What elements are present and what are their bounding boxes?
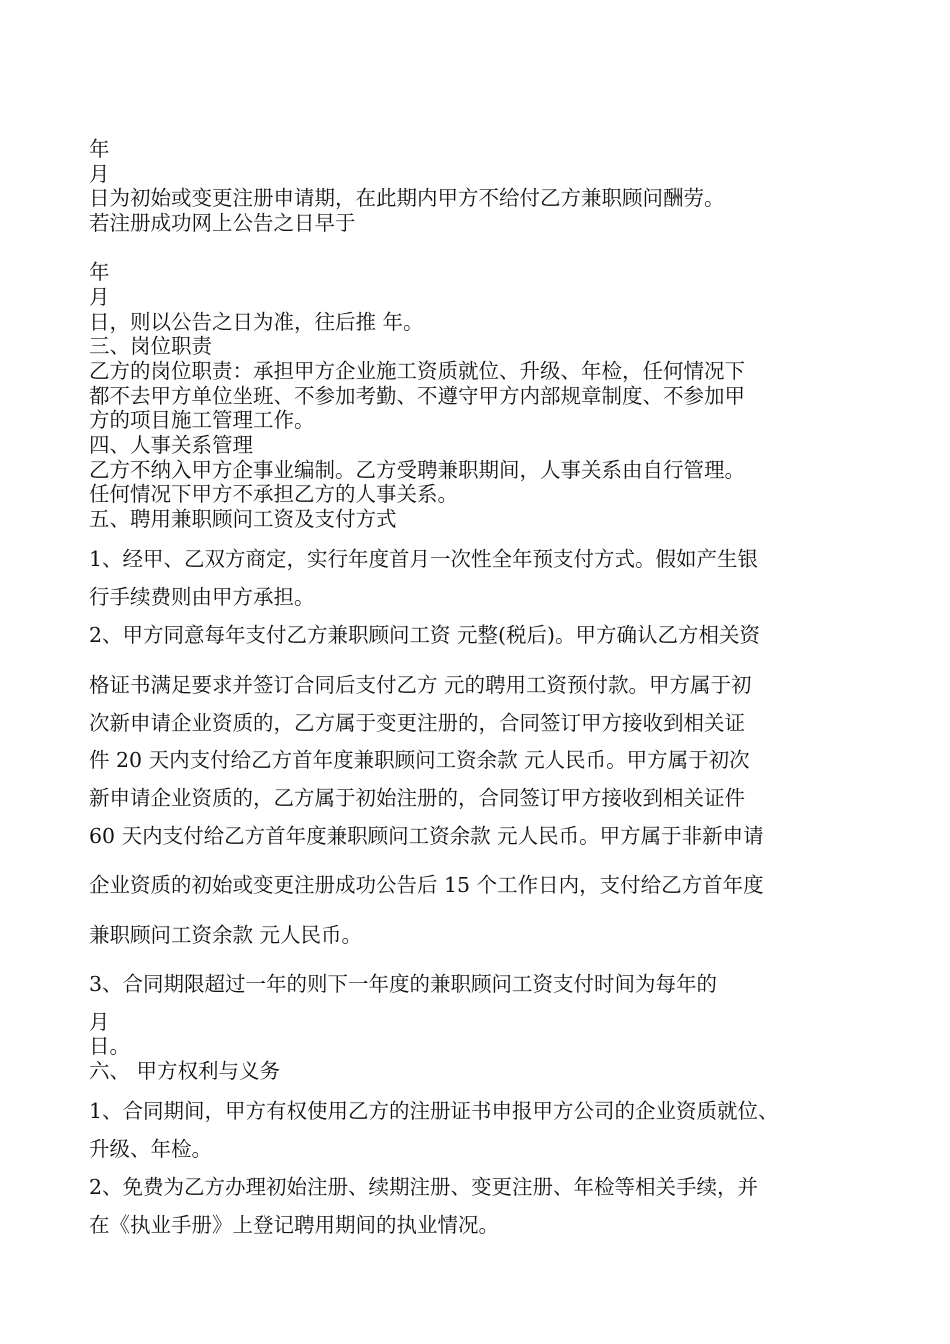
text-line-salary-2a: 2、甲方同意每年支付乙方兼职顾问工资 元整(税后)。甲方确认乙方相关资 [89, 623, 761, 647]
text-line-salary-3a: 3、合同期限超过一年的则下一年度的兼职顾问工资支付时间为每年的 [89, 972, 718, 996]
text-line-salary-2e: 新申请企业资质的，乙方属于初始注册的，合同签订甲方接收到相关证件 [89, 786, 745, 810]
section-heading-duties: 三、岗位职责 [89, 334, 212, 358]
text-line-salary-2c: 次新申请企业资质的，乙方属于变更注册的，合同签订甲方接收到相关证 [89, 711, 745, 735]
text-line-year-1: 年 [89, 137, 110, 161]
section-heading-personnel: 四、人事关系管理 [89, 433, 253, 457]
text-line-rights-2a: 2、免费为乙方办理初始注册、续期注册、变更注册、年检等相关手续，并 [89, 1175, 759, 1199]
text-line-day-3: 日。 [89, 1034, 130, 1058]
text-line-rights-2b: 在《执业手册》上登记聘用期间的执业情况。 [89, 1213, 499, 1237]
text-line-salary-1a: 1、经甲、乙双方商定，实行年度首月一次性全年预支付方式。假如产生银 [89, 547, 759, 571]
text-line-announcement-date: 日，则以公告之日为准，往后推 年。 [89, 310, 424, 334]
text-line-announcement-early: 若注册成功网上公告之日早于 [89, 211, 356, 235]
text-line-month-2: 月 [89, 285, 110, 309]
section-heading-salary: 五、聘用兼职顾问工资及支付方式 [89, 507, 397, 531]
text-line-month-1: 月 [89, 162, 110, 186]
text-line-personnel-1: 乙方不纳入甲方企事业编制。乙方受聘兼职期间，人事关系由自行管理。 [89, 458, 745, 482]
section-heading-party-a-rights: 六、 甲方权利与义务 [89, 1059, 281, 1083]
text-line-duties-2: 都不去甲方单位坐班、不参加考勤、不遵守甲方内部规章制度、不参加甲 [89, 384, 745, 408]
text-line-month-3: 月 [89, 1010, 110, 1034]
text-line-duties-3: 方的项目施工管理工作。 [89, 408, 315, 432]
text-line-registration-period: 日为初始或变更注册申请期，在此期内甲方不给付乙方兼职顾问酬劳。 [89, 186, 725, 210]
text-line-personnel-2: 任何情况下甲方不承担乙方的人事关系。 [89, 482, 458, 506]
text-line-salary-1b: 行手续费则由甲方承担。 [89, 585, 315, 609]
text-line-salary-2h: 兼职顾问工资余款 元人民币。 [89, 923, 363, 947]
text-line-salary-2g: 企业资质的初始或变更注册成功公告后 15 个工作日内，支付给乙方首年度 [89, 873, 764, 897]
text-line-duties-1: 乙方的岗位职责：承担甲方企业施工资质就位、升级、年检，任何情况下 [89, 359, 745, 383]
text-line-salary-2b: 格证书满足要求并签订合同后支付乙方 元的聘用工资预付款。甲方属于初 [89, 673, 752, 697]
text-line-salary-2f: 60 天内支付给乙方首年度兼职顾问工资余款 元人民币。甲方属于非新申请 [89, 824, 764, 848]
text-line-rights-1a: 1、合同期间，甲方有权使用乙方的注册证书申报甲方公司的企业资质就位、 [89, 1099, 779, 1123]
text-line-salary-2d: 件 20 天内支付给乙方首年度兼职顾问工资余款 元人民币。甲方属于初次 [89, 748, 750, 772]
text-line-year-2: 年 [89, 260, 110, 284]
text-line-rights-1b: 升级、年检。 [89, 1137, 212, 1161]
